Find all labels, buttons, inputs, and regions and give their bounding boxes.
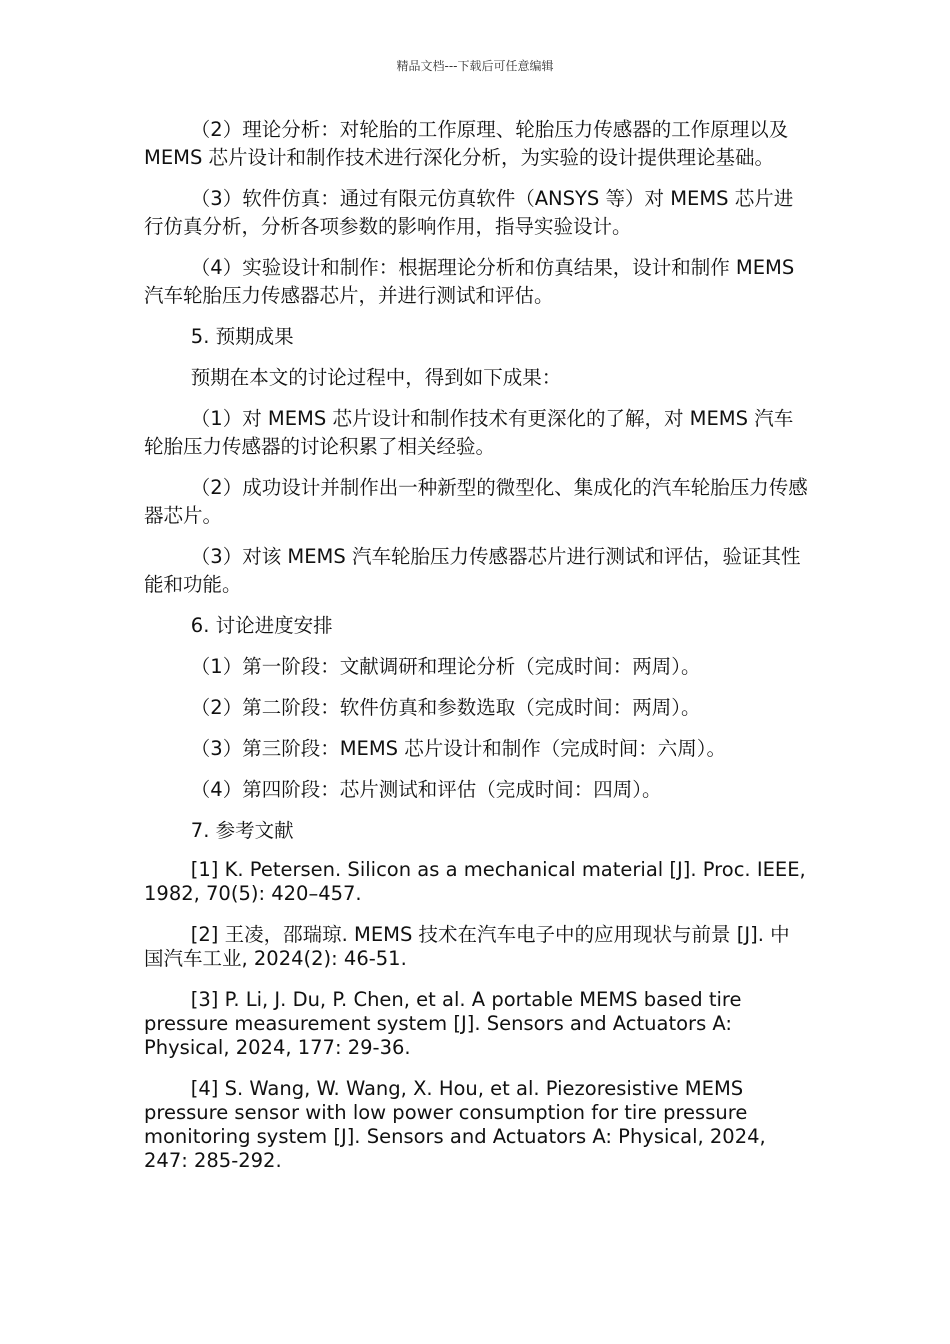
reference-3: [3] P. Li, J. Du, P. Chen, et al. A portable MEMS based tire pressure measurement system [J]. Sensors and Actuators A: Physical, 2024, 177: 29-36. [144,988,742,1059]
method-item-4: （4）实验设计和制作：根据理论分析和仿真结果，设计和制作 MEMS 汽车轮胎压力传感器芯片，并进行测试和评估。 [144,256,795,307]
schedule-item-3: （3）第三阶段：MEMS 芯片设计和制作（完成时间：六周）。 [190,737,726,760]
schedule-item-4: （4）第四阶段：芯片测试和评估（完成时间：四周）。 [190,778,662,801]
reference-2: [2] 王凌，邵瑞琼. MEMS 技术在汽车电子中的应用现状与前景 [J]. 中国汽车工业, 2024(2): 46-51. [144,923,790,970]
schedule-item-1: （1）第一阶段：文献调研和理论分析（完成时间：两周）。 [190,655,701,678]
section-6-heading: 6. 讨论进度安排 [190,614,333,637]
reference-1: [1] K. Petersen. Silicon as a mechanical material [J]. Proc. IEEE, 1982, 70(5): 420–457. [144,858,806,905]
section-7-heading: 7. 参考文献 [190,819,294,842]
method-item-2: （2）理论分析：对轮胎的工作原理、轮胎压力传感器的工作原理以及 MEMS 芯片设计和制作技术进行深化分析，为实验的设计提供理论基础。 [144,118,789,169]
section-5-heading: 5. 预期成果 [190,325,294,348]
expected-result-1: （1）对 MEMS 芯片设计和制作技术有更深化的了解，对 MEMS 汽车轮胎压力传感器的讨论积累了相关经验。 [144,407,794,458]
method-item-3: （3）软件仿真：通过有限元仿真软件（ANSYS 等）对 MEMS 芯片进行仿真分析，分析各项参数的影响作用，指导实验设计。 [144,187,794,238]
expected-results-intro: 预期在本文的讨论过程中，得到如下成果： [190,366,562,389]
page-header: 精品文档---下载后可任意编辑 [396,59,554,73]
reference-4: [4] S. Wang, W. Wang, X. Hou, et al. Piezoresistive MEMS pressure sensor with low power consumption for tire pressure monitoring system [J]. Sensors and Actuators A: Physical, 2024, 247: 285-292. [144,1077,766,1172]
schedule-item-2: （2）第二阶段：软件仿真和参数选取（完成时间：两周）。 [190,696,701,719]
document-body [144,116,808,1190]
expected-result-3: （3）对该 MEMS 汽车轮胎压力传感器芯片进行测试和评估，验证其性能和功能。 [144,545,801,596]
expected-result-2: （2）成功设计并制作出一种新型的微型化、集成化的汽车轮胎压力传感器芯片。 [144,476,808,527]
